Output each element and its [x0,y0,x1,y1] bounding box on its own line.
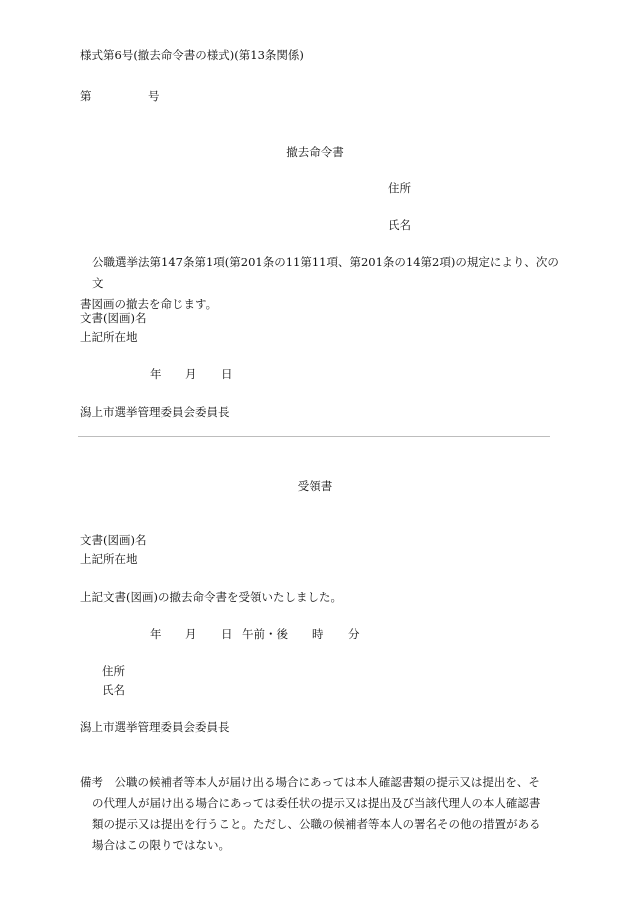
remarks [80,772,560,856]
order-body-line-1: 公職選挙法第147条第1項(第201条の11第11項、第201条の14第2項)の規定により、次の文 [92,255,559,290]
remarks-line-2: の代理人が届け出る場合にあっては委任状の提示又は提出及び当該代理人の本人確認書 [92,796,541,810]
receipt-date-year: 年 [150,627,162,641]
section-divider [78,436,550,437]
receipt-document-name-label: 文書(図画)名 [80,533,147,547]
receipt-address-label: 住所 [102,664,125,678]
order-body [80,252,560,315]
order-name-label: 氏名 [388,218,411,232]
remarks-line-1: 備考 公職の候補者等本人が届け出る場合にあっては本人確認書類の提示又は提出を、そ [80,775,540,789]
order-date-year: 年 [150,367,162,381]
order-location-label: 上記所在地 [80,330,138,344]
receipt-title: 受領書 [297,479,333,493]
receipt-statement: 上記文書(図画)の撤去命令書を受領いたしました。 [80,590,342,604]
order-document-name-label: 文書(図画)名 [80,311,147,325]
receipt-date-month: 月 [185,627,197,641]
receipt-time-hour: 時 [312,627,324,641]
form-header: 様式第6号(撤去命令書の様式)(第13条関係) [80,48,304,62]
order-body-line-2: 書図画の撤去を命じます。 [80,297,218,311]
order-address-label: 住所 [388,181,411,195]
receipt-time-minute: 分 [348,627,360,641]
order-title: 撤去命令書 [286,145,344,159]
receipt-date-day: 日 [221,627,233,641]
remarks-line-3: 類の提示又は提出を行うこと。ただし、公職の候補者等本人の署名その他の措置がある [92,817,541,831]
number-suffix: 号 [148,89,160,103]
receipt-name-label: 氏名 [102,683,125,697]
number-prefix: 第 [80,89,92,103]
remarks-line-4: 場合はこの限りではない。 [92,838,230,852]
order-issuer: 潟上市選挙管理委員会委員長 [80,405,230,419]
order-date-month: 月 [185,367,197,381]
receipt-addressee: 潟上市選挙管理委員会委員長 [80,720,230,734]
receipt-date-ampm: 午前・後 [242,627,288,641]
order-date-day: 日 [221,367,233,381]
receipt-location-label: 上記所在地 [80,552,138,566]
